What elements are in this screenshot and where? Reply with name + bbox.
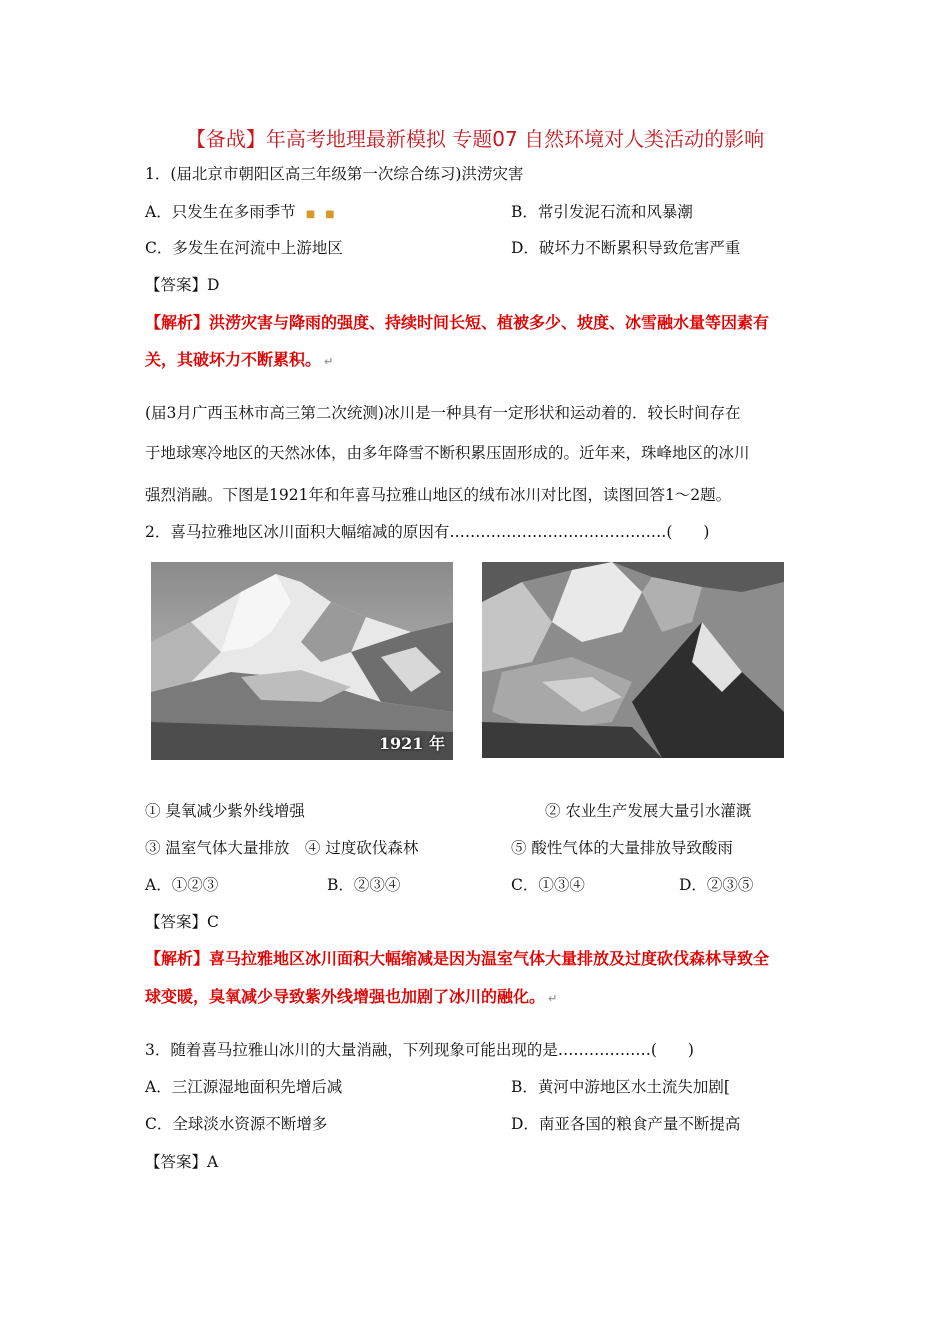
q1-option-c: C．多发生在河流中上游地区 — [145, 239, 343, 257]
q2-analysis-line2: 球变暖，臭氧减少导致紫外线增强也加剧了冰川的融化。 ↵ — [145, 987, 558, 1006]
q2-statement-3-4: ③ 温室气体大量排放 ④ 过度砍伐森林 — [145, 839, 419, 857]
q2-stem: 2．喜马拉雅地区冰川面积大幅缩减的原因有……………………………………( ) — [145, 523, 710, 541]
q2-option-c: C．①③④ — [511, 876, 585, 894]
q1-option-d: D．破坏力不断累积导致危害严重 — [511, 239, 741, 257]
q2-option-a: A．①②③ — [145, 876, 219, 894]
q1-analysis-line1: 【解析】洪涝灾害与降雨的强度、持续时间长短、植被多少、坡度、冰雪融水量等因素有 — [145, 313, 770, 332]
photo-year-label: 1921 年 — [378, 734, 445, 753]
q2-analysis-line1: 【解析】喜马拉雅地区冰川面积大幅缩减是因为温室气体大量排放及过度砍伐森林导致全 — [145, 949, 770, 968]
q1-answer: 【答案】D — [145, 276, 220, 294]
q2-statement-2: ② 农业生产发展大量引水灌溉 — [545, 802, 752, 820]
glacier-photo-recent — [482, 562, 784, 758]
q3-option-a: A．三江源湿地面积先增后减 — [145, 1078, 343, 1096]
passage-line2: 于地球寒冷地区的天然冰体，由多年降雪不断积累压固形成的。近年来，珠峰地区的冰川 — [145, 444, 750, 462]
q1-option-a: A．只发生在多雨季节 ■ ■ — [145, 203, 335, 221]
q2-answer: 【答案】C — [145, 913, 219, 931]
glacier-photo-1921 — [151, 562, 453, 760]
return-mark-icon: ↵ — [324, 355, 334, 368]
q2-option-d: D．②③⑤ — [679, 876, 754, 894]
passage-line1: (届3月广西玉林市高三第二次统测)冰川是一种具有一定形状和运动着的．较长时间存在 — [145, 404, 741, 422]
q2-statement-1: ① 臭氧减少紫外线增强 — [145, 802, 305, 820]
q2-statement-5: ⑤ 酸性气体的大量排放导致酸雨 — [511, 839, 733, 857]
q3-option-b: B．黄河中游地区水土流失加剧[ — [511, 1078, 730, 1096]
q1-analysis-line2: 关，其破坏力不断累积。 ↵ — [145, 350, 334, 369]
decorative-dot: ■ ■ — [295, 209, 335, 220]
q3-answer: 【答案】A — [145, 1153, 219, 1171]
q3-option-d: D．南亚各国的粮食产量不断提高 — [511, 1115, 741, 1133]
q3-stem: 3．随着喜马拉雅山冰川的大量消融，下列现象可能出现的是………………( ) — [145, 1041, 694, 1059]
q3-option-c: C．全球淡水资源不断增多 — [145, 1115, 328, 1133]
page-title: 【备战】年高考地理最新模拟 专题07 自然环境对人类活动的影响 — [185, 127, 765, 151]
q1-option-b: B．常引发泥石流和风暴潮 — [511, 203, 693, 221]
return-mark-icon: ↵ — [548, 992, 558, 1005]
q2-option-b: B．②③④ — [327, 876, 401, 894]
q1-stem: 1．(届北京市朝阳区高三年级第一次综合练习)洪涝灾害 — [145, 165, 524, 183]
passage-line3: 强烈消融。下图是1921年和年喜马拉雅山地区的绒布冰川对比图，读图回答1～2题。 — [145, 486, 732, 504]
